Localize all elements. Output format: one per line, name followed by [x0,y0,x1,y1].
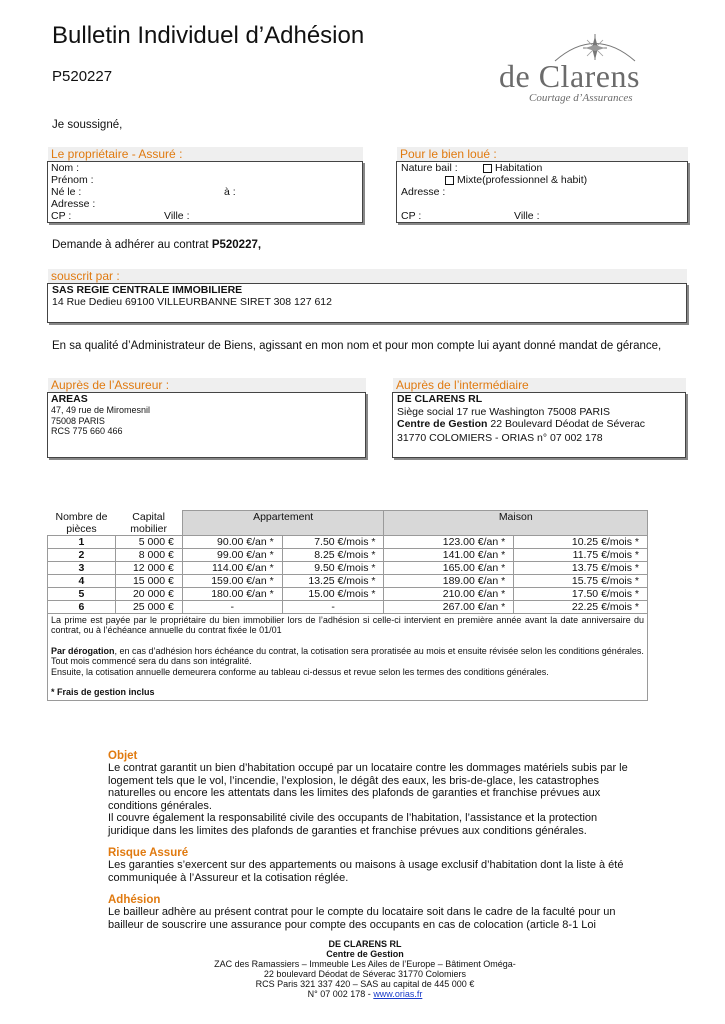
cell-capital: 15 000 € [115,574,182,587]
page-title: Bulletin Individuel d’Adhésion [52,22,365,49]
habitation-label: Habitation [495,162,543,174]
contract-reference: P520227 [52,68,113,85]
note-cotisation: Ensuite, la cotisation annuelle demeurera conforme au tableau ci-dessus et revue selon les termes des conditions générales. [51,666,549,677]
intermediary-box [392,392,686,458]
tariff-table-wrapper [47,510,648,701]
objet-heading: Objet [108,750,138,762]
footer-centre: Centre de Gestion [326,949,404,959]
logo-name: de Clarens [499,58,640,94]
table-row [48,600,648,613]
cell-app-mois: 8.25 €/mois * [282,548,384,561]
cell-mai-mois: 13.75 €/mois * [514,561,648,574]
cell-mai-mois: 11.75 €/mois * [514,548,648,561]
cell-pieces: 6 [48,600,116,613]
risque-heading: Risque Assuré [108,847,189,859]
property-city-label: Ville : [514,210,540,222]
cell-mai-mois: 22.25 €/mois * [514,600,648,613]
tariff-table [47,510,648,614]
footer-rcs: RCS Paris 321 337 420 – SAS au capital de 445 000 € [255,979,475,989]
cell-mai-mois: 17.50 €/mois * [514,587,648,600]
header-capital: Capital mobilier [130,510,168,535]
company-logo [495,28,685,108]
mixte-label: Mixte(professionnel & habit) [457,174,588,186]
adhesion-heading: Adhésion [108,894,161,906]
insurer-box [47,392,366,458]
request-label: Demande à adhérer au contrat [52,239,212,251]
owner-birthplace-label: à : [224,186,236,198]
table-row [48,535,648,548]
cell-app-an: 114.00 €/an * [182,561,282,574]
request-text [52,238,261,252]
subscriber-heading: souscrit par : [48,269,687,283]
cell-mai-an: 141.00 €/an * [384,548,514,561]
cell-mai-an: 165.00 €/an * [384,561,514,574]
header-maison: Maison [384,511,648,536]
owner-heading: Le propriétaire - Assuré : [48,147,363,161]
insurer-line2: 75008 PARIS [51,415,105,426]
cell-pieces: 5 [48,587,116,600]
subscriber-box [47,283,687,323]
cell-app-an: 90.00 €/an * [182,535,282,548]
cell-mai-an: 210.00 €/an * [384,587,514,600]
property-cp-label: CP : [401,210,422,222]
intermediary-line3: 31770 COLOMIERS - ORIAS n° 07 002 178 [397,432,603,444]
header-appartement: Appartement [182,511,384,536]
cell-app-mois: 9.50 €/mois * [282,561,384,574]
cell-app-an: 180.00 €/an * [182,587,282,600]
cell-capital: 5 000 € [115,535,182,548]
owner-cp-label: CP : [51,210,72,222]
cell-app-mois: - [282,600,384,613]
insurer-line1: 47, 49 rue de Miromesnil [51,405,151,415]
subscriber-address: 14 Rue Dedieu 69100 VILLEURBANNE SIRET 308 127 612 [52,296,332,308]
subscriber-name: SAS REGIE CENTRALE IMMOBILIERE [52,284,243,296]
note-derogation: Par dérogation, en cas d’adhésion hors échéance du contrat, la cotisation sera proratisée au mois et ensuite révisée selon les conditions générales. [51,645,644,656]
property-address-label: Adresse : [401,186,446,198]
mixte-checkbox[interactable] [445,176,454,185]
cell-app-an: 159.00 €/an * [182,574,282,587]
objet-p2: Il couvre également la responsabilité civile des occupants de l’habitation, l’assistance et la protection juridique dans les limites des plafonds de garanties et franchise prévues aux conditions générales. [108,812,598,837]
tariff-notes [47,614,648,701]
cell-app-mois: 13.25 €/mois * [282,574,384,587]
table-row [48,574,648,587]
cell-pieces: 3 [48,561,116,574]
property-box [396,161,688,223]
logo-tagline: Courtage d’Assurances [529,92,633,104]
footer-address1: ZAC des Ramassiers – Immeuble Les Ailes de l’Europe – Bâtiment Oméga- [214,959,516,969]
insurer-line3: RCS 775 660 466 [51,426,123,436]
table-row [48,587,648,600]
footer [150,939,580,999]
capacity-text: En sa qualité d’Administrateur de Biens, agissant en mon nom et pour mon compte lui ayant donné mandat de gérance, [52,340,662,352]
property-heading: Pour le bien loué : [397,147,688,161]
owner-address-label: Adresse : [51,198,96,210]
adhesion-p1: Le bailleur adhère au présent contrat pour le compte du locataire soit dans le cadre de la faculté pour un bailleur de souscrire une assurance pour compte des occupants en cas de colocation (article 8-1 Loi [108,906,616,931]
cell-app-mois: 15.00 €/mois * [282,587,384,600]
header-pieces: Nombre de pièces [55,510,108,535]
table-row [48,548,648,561]
footer-orias: N° 07 002 178 - www.orias.fr [307,989,423,999]
risque-p1: Les garanties s’exercent sur des appartements ou maisons à usage exclusif d’habitation dont la liste à été communiquée à l’Assureur et la cotisation réglée. [108,859,624,884]
owner-nom-label: Nom : [51,162,80,174]
cell-mai-an: 267.00 €/an * [384,600,514,613]
footer-address2: 22 boulevard Déodat de Séverac 31770 Colomiers [263,969,467,979]
intermediary-line2: Centre de Gestion 22 Boulevard Déodat de Séverac [397,418,646,430]
note-frais: * Frais de gestion inclus [51,687,155,697]
intermediary-name: DE CLARENS RL [397,393,483,405]
owner-city-label: Ville : [164,210,190,222]
orias-link[interactable]: www.orias.fr [373,989,423,999]
cell-pieces: 1 [48,535,116,548]
intro-text: Je soussigné, [52,119,123,131]
owner-birthdate-label: Né le : [51,186,82,198]
cell-mai-an: 189.00 €/an * [384,574,514,587]
cell-pieces: 4 [48,574,116,587]
owner-box [47,161,363,223]
footer-company: DE CLARENS RL [328,939,402,949]
objet-section [108,750,640,931]
cell-mai-mois: 15.75 €/mois * [514,574,648,587]
cell-mai-an: 123.00 €/an * [384,535,514,548]
intermediary-heading: Auprès de l’intermédiaire [393,378,686,392]
intermediary-line1: Siège social 17 rue Washington 75008 PARIS [397,405,611,418]
cell-capital: 25 000 € [115,600,182,613]
insurer-heading: Auprès de l’Assureur : [48,378,366,392]
note-mois: Tout mois commencé sera du dans son intégralité. [51,656,252,666]
cell-capital: 12 000 € [115,561,182,574]
cell-pieces: 2 [48,548,116,561]
cell-capital: 20 000 € [115,587,182,600]
cell-app-mois: 7.50 €/mois * [282,535,384,548]
habitation-checkbox[interactable] [483,164,492,173]
cell-capital: 8 000 € [115,548,182,561]
objet-p1: Le contrat garantit un bien d’habitation occupé par un locataire contre les dommages matériels subis par le logement tels que le vol, l’incendie, l’explosion, le dégât des eaux, les bris-de-glace, les catastrophes naturelles ou encore les attentats dans les limites des plafonds de garanties et franchise prévues aux conditions générales. [108,762,628,812]
owner-prenom-label: Prénom : [51,174,94,186]
cell-app-an: 99.00 €/an * [182,548,282,561]
insurer-name: AREAS [51,393,88,405]
nature-bail-label: Nature bail : [401,162,458,174]
cell-mai-mois: 10.25 €/mois * [514,535,648,548]
table-row [48,561,648,574]
cell-app-an: - [182,600,282,613]
request-contract: P520227, [211,239,262,251]
note-prime: La prime est payée par le propriétaire du bien immobilier lors de l’adhésion si celle-ci intervient en première année avant la date anniversaire du contrat, ou à l’échéance annuelle du contrat fixée le 01/01 [51,614,644,635]
